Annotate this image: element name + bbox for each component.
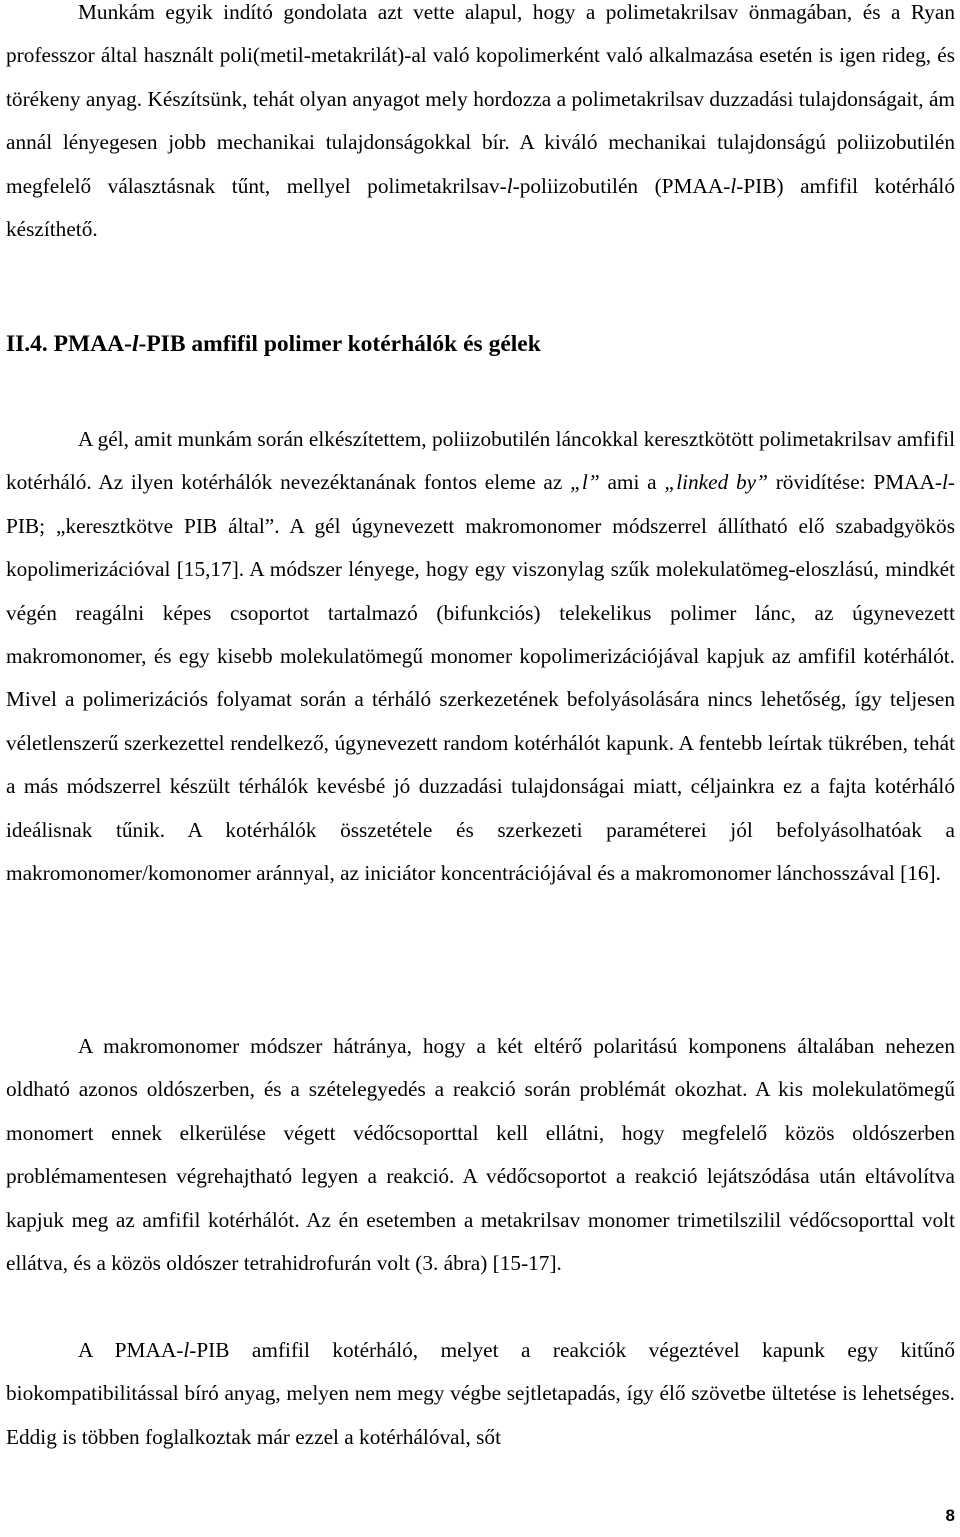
page-number: 8 bbox=[945, 1506, 955, 1525]
italic-text-run: l bbox=[941, 470, 948, 495]
italic-text-run: l bbox=[506, 173, 513, 198]
text-run: rövidítése: PMAA- bbox=[767, 470, 942, 495]
text-run: -poliizobutilén (PMAA- bbox=[512, 173, 731, 198]
text-run: -PIB amfifil polimer kotérhálók és gélek bbox=[138, 331, 541, 357]
text-run: ami a bbox=[599, 470, 665, 495]
text-run: -PIB amfifil kotérháló, melyet a reakciók végeztével kapunk egy kitűnő biokompatibilitással bíró anyag, melyen nem megy végbe sejtletapadás, így élő szövetbe ültetése is lehetséges. Eddig is többen foglalkoztak már ezzel a kotérhálóval, sőt bbox=[6, 1338, 955, 1449]
text-run: Munkám egyik indító gondolata azt vette alapul, hogy a polimetakrilsav önmagában, és a Ryan professzor által használt poli(metil-metakrilát)-al való kopolimerként való alkalmazása esetén is igen rideg, és törékeny anyag. Készítsünk, tehát olyan anyagot mely hordozza a polimetakrilsav duzzadási tulajdonságait, ám annál lényegesen jobb mechanikai tulajdonságokkal bír. A kiváló mechanikai tulajdonságú poliizobutilén megfelelő választásnak tűnt, mellyel polimetakrilsav- bbox=[6, 0, 955, 198]
text-run: II.4. PMAA- bbox=[6, 331, 132, 357]
italic-text-run: l bbox=[131, 331, 139, 357]
text-run: -PIB; „keresztkötve PIB által”. A gél úgynevezett makromonomer módszerrel állítható elő szabadgyökös kopolimerizációval [15,17]. A módszer lényege, hogy egy viszonylag szűk molekulatömeg-eloszlású, mindkét végén reagálni képes csoportot tartalmazó (bifunkciós) telekelikus polimer lánc, az úgynevezett makromonomer, és egy kisebb molekulatömegű monomer kopolimerizációjával kapjuk az amfifil kotérhálót. Mivel a polimerizációs folyamat során a térháló szerkezetének befolyásolására nincs lehetőség, így teljesen véletlenszerű szerkezettel rendelkező, úgynevezett random kotérhálót kapunk. A fentebb leírtak tükrében, tehát a más módszerrel készült térhálók kevésbé jó duzzadási tulajdonságai miatt, céljainkra ez a fajta kotérháló ideálisnak tűnik. A kotérhálók összetétele és szerkezeti paraméterei jól befolyásolhatóak a makromonomer/komonomer aránnyal, az iniciátor koncentrációjával és a makromonomer lánchosszával [16]. bbox=[6, 470, 955, 886]
text-run: A PMAA- bbox=[78, 1338, 184, 1362]
paragraph-gel-description bbox=[6, 418, 955, 895]
italic-text-run: l bbox=[183, 1338, 190, 1362]
italic-text-run: l bbox=[730, 173, 737, 198]
paragraph-biocompatibility bbox=[6, 1329, 955, 1459]
text-run: A makromonomer módszer hátránya, hogy a két eltérő polaritású komponens általában nehezen oldható azonos oldószerben, és a szételegyedés a reakció során problémát okozhat. A kis molekulatömegű monomert ennek elkerülése végett védőcsoporttal kell ellátni, hogy megfelelő közös oldószerben problémamentesen végrehajtható legyen a reakció. A védőcsoportot a reakció lejátszódása után eltávolítva kapjuk meg az amfifil kotérhálót. Az én esetemben a metakrilsav monomer trimetilszilil védőcsoporttal volt ellátva, és a közös oldószer tetrahidrofurán volt (3. ábra) [15-17]. bbox=[6, 1034, 955, 1276]
section-heading bbox=[6, 324, 541, 364]
paragraph-intro bbox=[6, 0, 955, 251]
text-run: -PIB) amfifil kotérháló készíthető. bbox=[6, 173, 955, 242]
italic-text-run: „l” bbox=[570, 470, 600, 495]
italic-text-run: „linked by” bbox=[664, 470, 768, 495]
paragraph-macromonomer-drawback bbox=[6, 1025, 955, 1285]
text-run: A gél, amit munkám során elkészítettem, poliizobutilén láncokkal keresztkötött polimetakrilsav amfifil kotérháló. Az ilyen kotérhálók nevezéktanának fontos eleme az bbox=[6, 427, 955, 495]
